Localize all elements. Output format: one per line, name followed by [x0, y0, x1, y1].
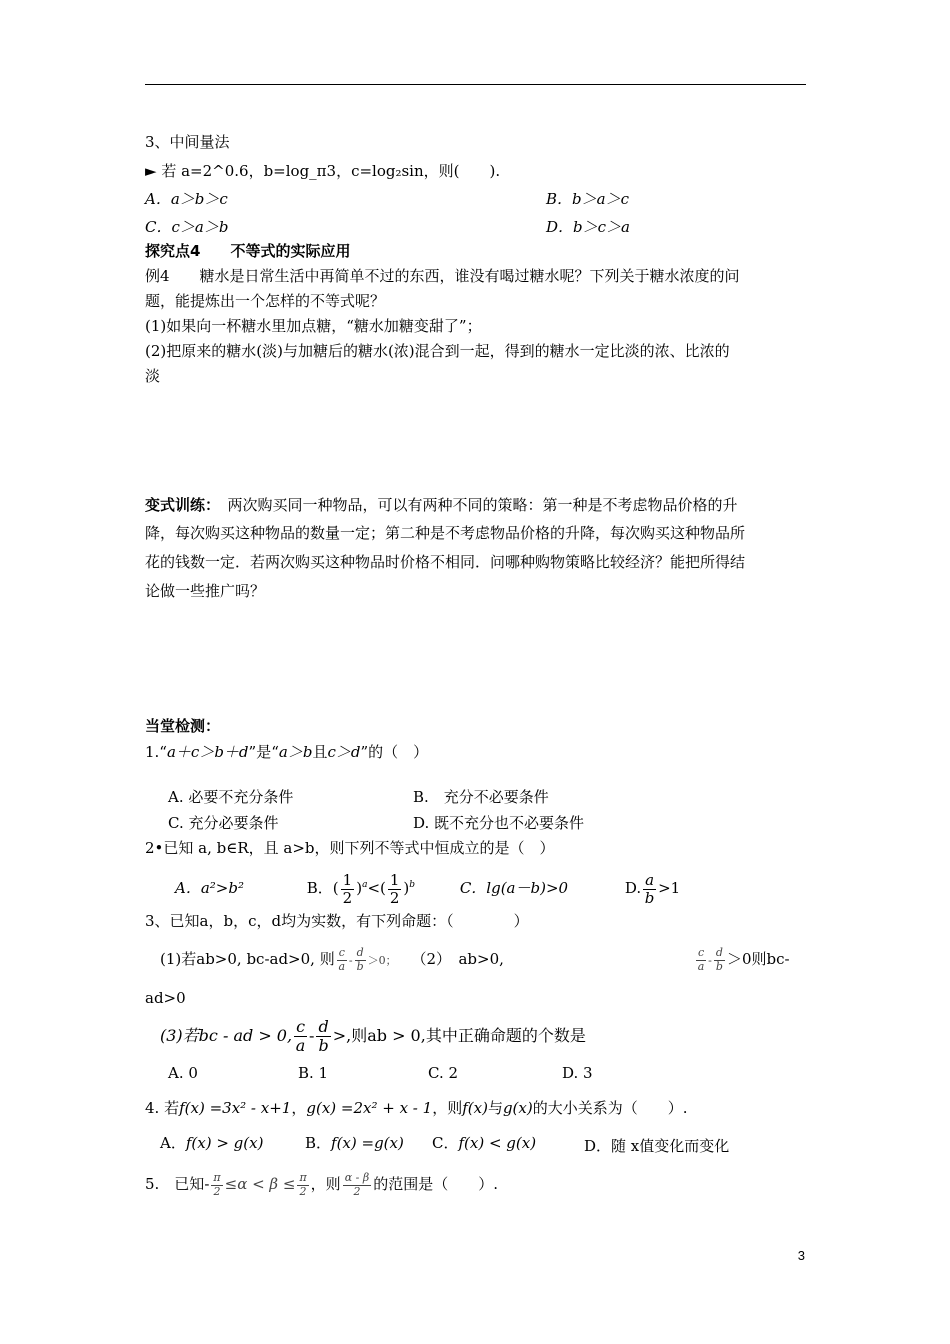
q1-expr: c＞d: [327, 743, 361, 761]
q4-text: ，则: [432, 1099, 463, 1117]
q5-text: 的范围是（ ）.: [373, 1175, 498, 1193]
numerator: c: [338, 946, 345, 960]
q2-text: <(: [367, 879, 386, 897]
denominator: b: [318, 1036, 329, 1055]
variation-line: 论做一些推广吗？: [145, 582, 266, 600]
q4-text: 的大小关系为（ ）.: [532, 1099, 688, 1117]
denominator: a: [295, 1036, 306, 1055]
question-line: [145, 161, 500, 181]
option-b: B．b＞a＞c: [546, 190, 629, 208]
fraction: [643, 872, 656, 906]
q1-expr: a＞b: [278, 743, 313, 761]
q3-stem: 3、已知a，b，c，d均为实数，有下列命题：（ ）: [145, 912, 529, 930]
q3-prop-1: [160, 941, 504, 979]
q3-option-d: D. 3: [562, 1064, 593, 1082]
q4-option-c: [432, 1133, 536, 1153]
variation-line: [145, 495, 738, 515]
denominator: b: [644, 888, 655, 907]
q4-expr: g(x) =2x² + x - 1: [306, 1099, 433, 1117]
q3-text: (1)若ab>0, bc-ad>0, 则: [160, 950, 335, 968]
numerator: α - β: [344, 1171, 370, 1185]
numerator: c: [296, 1017, 306, 1037]
section-heading: 3、中间量法: [145, 133, 230, 151]
numerator: π: [299, 1171, 307, 1185]
q2-options: [175, 863, 680, 910]
q4-text: 4. 若: [145, 1099, 180, 1117]
q4-text: ，: [291, 1099, 307, 1117]
fraction: [388, 872, 402, 906]
exponent: b: [409, 880, 416, 890]
option-label: A．: [160, 1134, 186, 1152]
example-line: 题，能提炼出一个怎样的不等式呢？: [145, 292, 386, 310]
option-label: B．: [305, 1134, 332, 1152]
q5-text: -: [204, 1175, 210, 1193]
q3-text: ＞0；: [367, 954, 397, 967]
q5-stem: [145, 1162, 498, 1206]
denominator: 2: [213, 1184, 221, 1198]
fraction: [343, 1172, 372, 1197]
q2-option-a: A．a²>b²: [175, 879, 244, 897]
option-c: C．c＞a＞b: [145, 218, 229, 236]
fraction: [341, 872, 355, 906]
variation-label: 变式训练：: [145, 496, 213, 514]
q3-option-c: C. 2: [428, 1064, 459, 1082]
q1-option-a: A. 必要不充分条件: [168, 788, 294, 806]
q3-option-b: B. 1: [298, 1064, 329, 1082]
q1-option-b: B. 充分不必要条件: [413, 788, 549, 806]
denominator: 2: [353, 1184, 361, 1198]
q3-continuation: ad>0: [145, 989, 186, 1007]
fraction: [696, 947, 706, 972]
q4-stem: [145, 1098, 688, 1118]
q4-option-a: [160, 1133, 263, 1153]
denominator: 2: [389, 888, 400, 907]
q4-expr: f(x) =g(x): [331, 1134, 404, 1152]
example-line: 淡: [145, 367, 161, 385]
q4-expr: f(x): [462, 1099, 488, 1117]
q4-option-d: D．随 x值变化而变化: [584, 1137, 730, 1155]
example-line: (2)把原来的糖水(淡)与加糖后的糖水(浓)混合到一起，得到的糖水一定比淡的浓、比浓的: [145, 342, 730, 360]
numerator: c: [698, 946, 705, 960]
q5-text: ，则: [310, 1175, 341, 1193]
q2-option-c: C．lg(a－b)>0: [459, 879, 569, 897]
check-title: 当堂检测：: [145, 717, 221, 735]
q4-expr: f(x) < g(x): [458, 1134, 537, 1152]
q3-text: (3)若bc - ad > 0,: [160, 1026, 293, 1045]
question-text: 若 a=2^0.6，b=log_π3，c=log₂sin，则( ).: [161, 162, 501, 180]
q2-option-b: B．( $\frac{1}{2}$ )$^a$<( $\frac{1}{2}$ )$^b$: [306, 871, 416, 907]
option-d: D．b＞c＞a: [546, 218, 630, 236]
example-line: 例4 糖水是日常生活中再简单不过的东西，谁没有喝过糖水呢？下列关于糖水浓度的问: [145, 267, 740, 285]
option-a: A．a＞b＞c: [145, 190, 228, 208]
numerator: a: [645, 871, 655, 889]
denominator: 2: [342, 888, 353, 907]
q3-text: -: [348, 954, 353, 967]
fraction: [294, 1018, 307, 1054]
q3-text: -: [708, 954, 712, 967]
section-title: 探究点4 不等式的实际应用: [145, 242, 351, 260]
q5-text: ≤α < β ≤: [224, 1175, 296, 1193]
variation-line: 花的钱数一定．若两次购买这种物品时价格不相同．问哪种购物策略比较经济？能把所得结: [145, 553, 746, 571]
denominator: 2: [299, 1184, 307, 1198]
q1-text: ”的（ ）: [360, 743, 429, 761]
numerator: d: [715, 946, 723, 960]
fraction: [337, 947, 347, 972]
fraction: [211, 1172, 222, 1197]
q4-expr: f(x) =3x² - x+1: [179, 1099, 292, 1117]
q1-text: 且: [312, 743, 328, 761]
q4-text: 与: [487, 1099, 503, 1117]
option-label: C．: [432, 1134, 459, 1152]
numerator: π: [213, 1171, 221, 1185]
fraction: [714, 947, 725, 972]
q3-text: （2） ab>0,: [411, 950, 504, 968]
fraction: [297, 1172, 308, 1197]
variation-line: 降，每次购买这种物品的数量一定；第二种是不考虑物品价格的升降，每次购买这种物品所: [145, 524, 746, 542]
header-rule: [145, 84, 806, 85]
q2-option-d: [624, 871, 681, 907]
denominator: a: [697, 959, 705, 973]
q1-option-c: C. 充分必要条件: [168, 814, 279, 832]
q3-text: >,则ab > 0,其中正确命题的个数是: [332, 1026, 586, 1045]
q4-option-b: [305, 1133, 404, 1153]
q5-text: 5. 已知: [145, 1175, 205, 1193]
q2-text: D.: [624, 879, 642, 897]
fraction: [355, 947, 366, 972]
numerator: d: [318, 1017, 329, 1037]
denominator: b: [715, 959, 723, 973]
q1-text: 1.“: [145, 743, 167, 761]
q1-stem: [145, 742, 428, 762]
q4-expr: g(x): [502, 1099, 533, 1117]
example-line: (1)如果向一杯糖水里加点糖，“糖水加糖变甜了”；: [145, 317, 482, 335]
q2-text: >1: [658, 879, 681, 897]
numerator: 1: [389, 871, 400, 889]
page-number: 3: [797, 1248, 805, 1263]
fraction: [316, 1018, 330, 1054]
numerator: 1: [342, 871, 353, 889]
q3-text: -: [309, 1026, 315, 1045]
denominator: a: [338, 959, 346, 973]
q3-prop-2: [694, 941, 790, 979]
numerator: d: [356, 946, 364, 960]
denominator: b: [356, 959, 364, 973]
bullet-icon: ►: [145, 162, 157, 180]
q3-prop-3: [160, 1014, 586, 1058]
q1-expr: a＋c＞b＋d: [166, 743, 249, 761]
variation-text: 两次购买同一种物品，可以有两种不同的策略：第一种是不考虑物品价格的升: [212, 496, 738, 514]
exponent: a: [362, 880, 368, 890]
q3-option-a: A. 0: [168, 1064, 198, 1082]
q2-text: B．(: [306, 879, 339, 897]
q2-stem: 2•已知 a, b∈R，且 a>b，则下列不等式中恒成立的是（ ）: [145, 839, 555, 857]
q4-expr: f(x) > g(x): [185, 1134, 264, 1152]
q1-text: ”是“: [248, 743, 279, 761]
q3-text: ＞0则bc-: [726, 950, 790, 968]
q1-option-d: D. 既不充分也不必要条件: [413, 814, 585, 832]
